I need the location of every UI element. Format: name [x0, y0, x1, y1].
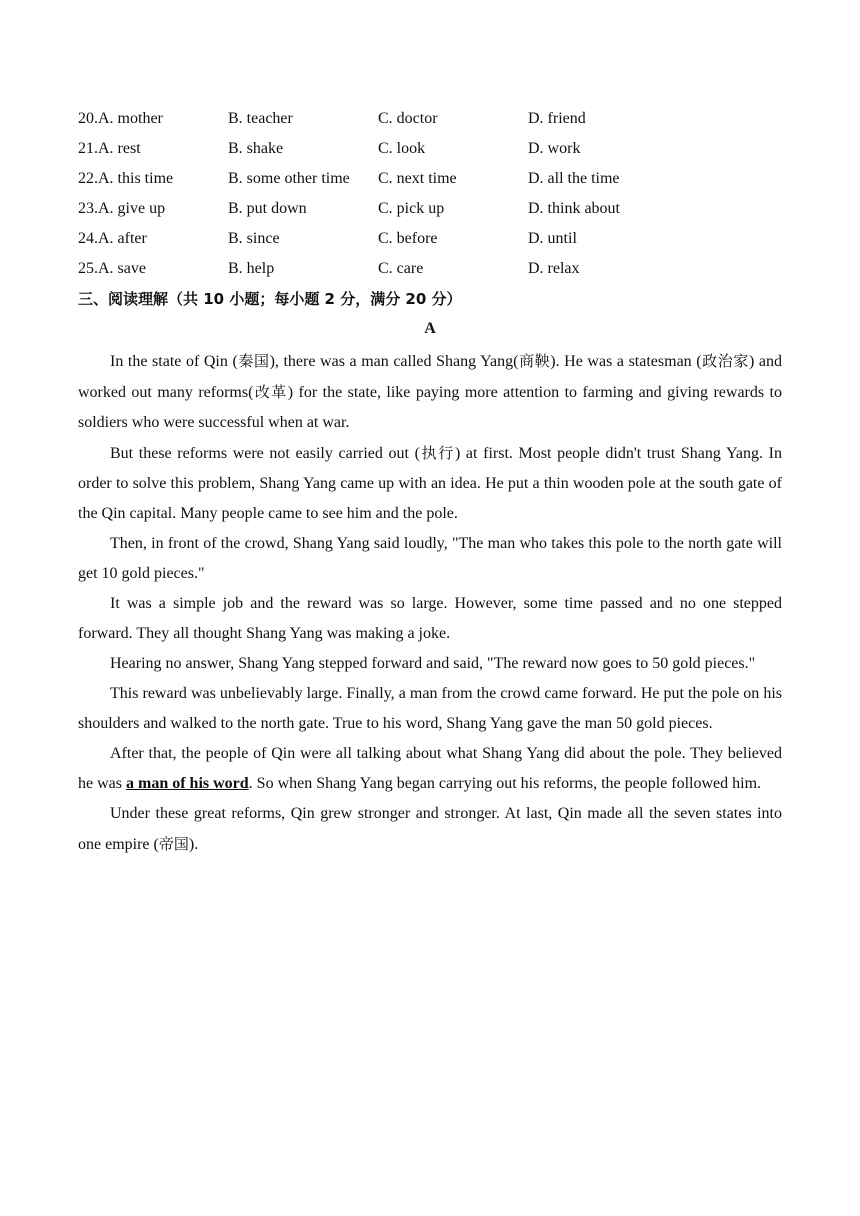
option-row-24 [78, 224, 782, 254]
text: ) for the state, like paying more attention to farming and giving rewards to soldiers who were successful when at war. [78, 384, 782, 431]
paragraph-7 [78, 739, 782, 799]
paragraph-4: It was a simple job and the reward was so large. However, some time passed and no one stepped forward. They all thought Shang Yang was making a joke. [78, 595, 782, 642]
option-b: B. since [228, 230, 280, 247]
underlined-phrase: a man of his word [125, 775, 249, 792]
option-row-25 [78, 254, 782, 284]
option-d: D. think about [528, 200, 620, 217]
chinese-gloss: 改革 [253, 383, 288, 401]
chinese-gloss: 帝国 [158, 835, 189, 853]
option-b: B. put down [228, 200, 307, 217]
chinese-gloss: 政治家 [701, 352, 749, 370]
option-d: D. friend [528, 110, 586, 127]
option-c: C. care [378, 260, 424, 277]
option-a: 20.A. mother [78, 110, 163, 127]
option-row-23 [78, 194, 782, 224]
chinese-gloss: 商鞅 [518, 352, 551, 370]
option-d: D. work [528, 140, 581, 157]
text: But these reforms were not easily carried out ( [110, 445, 420, 462]
option-a: 24.A. after [78, 230, 147, 247]
option-a: 22.A. this time [78, 170, 174, 187]
paragraph-3: Then, in front of the crowd, Shang Yang said loudly, "The man who takes this pole to the north gate will get 10 gold pieces." [78, 535, 782, 582]
option-a: 23.A. give up [78, 200, 166, 217]
option-d: D. relax [528, 260, 580, 277]
text: In the state of Qin ( [110, 353, 238, 370]
option-row-21 [78, 134, 782, 164]
text: After that, the people of Qin were all talking about what Shang Yang did about the pole. They believed he was [78, 745, 782, 792]
option-a: 21.A. rest [78, 140, 141, 157]
option-c: C. look [378, 140, 426, 157]
option-c: C. before [378, 230, 438, 247]
option-c: C. pick up [378, 200, 445, 217]
option-d: D. all the time [528, 170, 620, 187]
option-b: B. shake [228, 140, 284, 157]
option-b: B. help [228, 260, 275, 277]
section-title: 三、阅读理解（共 10 小题；每小题 2 分，满分 20 分） [78, 290, 462, 308]
paragraph-5: Hearing no answer, Shang Yang stepped forward and said, "The reward now goes to 50 gold pieces." [110, 655, 756, 672]
option-row-20 [78, 104, 782, 134]
answer-options-table [78, 104, 782, 284]
chinese-gloss: 执行 [419, 444, 455, 462]
text: ). He was a statesman ( [550, 353, 702, 370]
paragraph-2 [78, 438, 782, 529]
option-b: B. teacher [228, 110, 293, 127]
text: ) at first. Most people didn't trust Shang Yang. In order to solve this problem, Shang Yang came up with an idea. He put a thin wooden pole at the south gate of the Qin capital. Many people came to see him and the pole. [78, 445, 782, 522]
chinese-gloss: 秦国 [237, 352, 270, 370]
text: ). [188, 836, 199, 853]
option-a: 25.A. save [78, 260, 146, 277]
option-c: C. doctor [378, 110, 438, 127]
paragraph-1 [78, 346, 782, 438]
option-c: C. next time [378, 170, 457, 187]
text: . So when Shang Yang began carrying out his reforms, the people followed him. [248, 775, 762, 792]
option-b: B. some other time [228, 170, 350, 187]
passage-label: A [424, 320, 436, 337]
option-row-22 [78, 164, 782, 194]
option-d: D. until [528, 230, 577, 247]
paragraph-8 [78, 799, 782, 860]
text: ) and worked out many reforms( [78, 353, 782, 401]
text: Under these great reforms, Qin grew stronger and stronger. At last, Qin made all the seven states into one empire ( [78, 805, 782, 853]
text: ), there was a man called Shang Yang( [269, 353, 519, 370]
paragraph-6: This reward was unbelievably large. Finally, a man from the crowd came forward. He put the pole on his shoulders and walked to the north gate. True to his word, Shang Yang gave the man 50 gold pieces. [78, 685, 782, 732]
